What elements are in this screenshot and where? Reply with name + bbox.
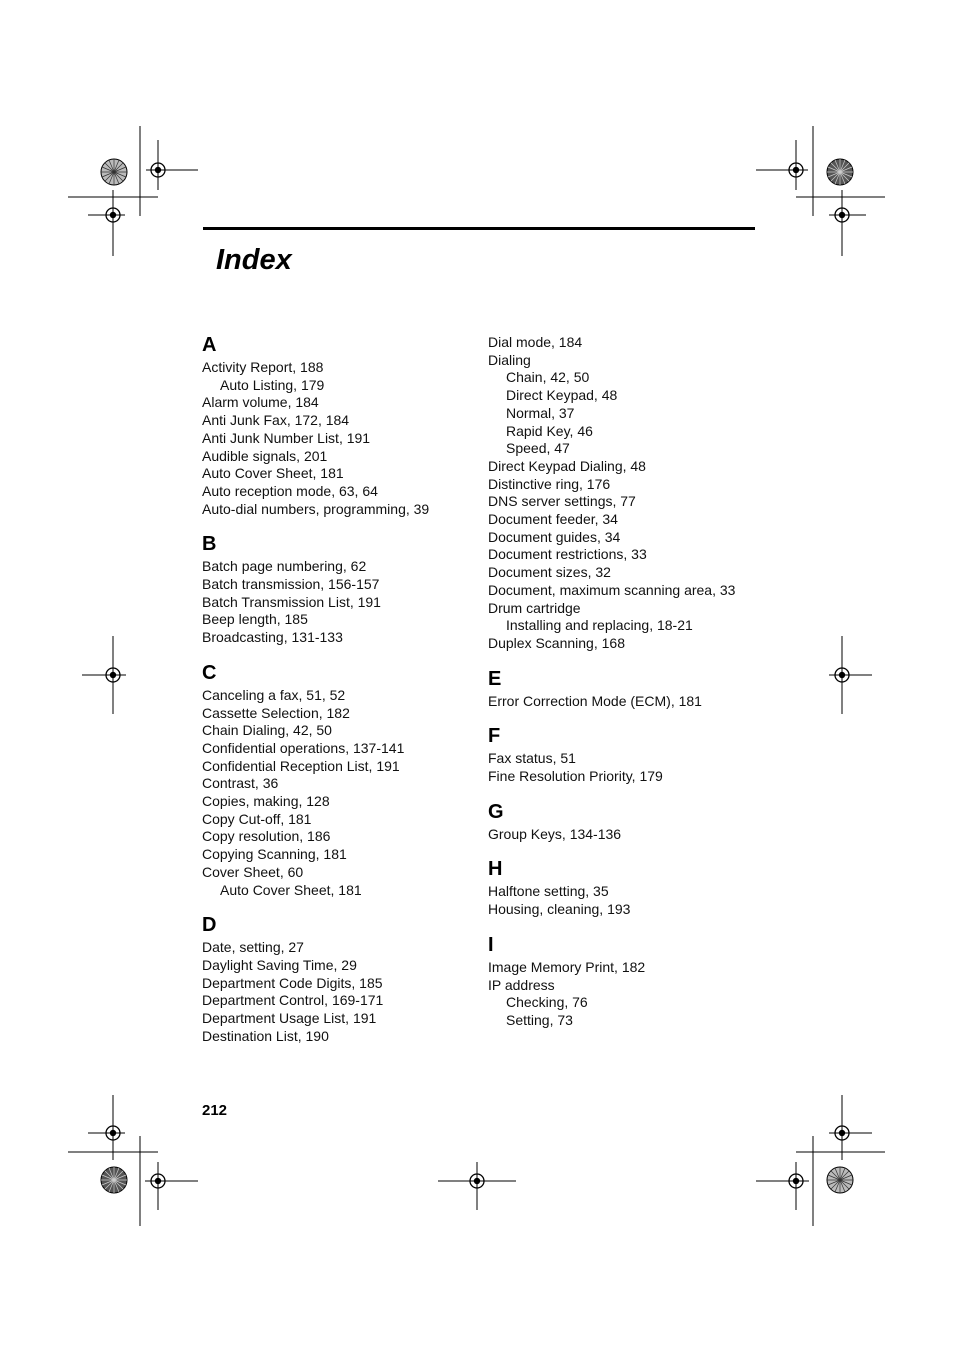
index-entry: Duplex Scanning, 168 [488, 634, 625, 651]
section-letter: D [202, 914, 217, 937]
section-letter: I [488, 933, 494, 956]
index-entry: Drum cartridge [488, 599, 581, 616]
index-entry: Batch transmission, 156-157 [202, 576, 380, 593]
index-subentry: Checking, 76 [506, 994, 588, 1011]
index-subentry: Auto Listing, 179 [220, 376, 325, 393]
index-entry: Fine Resolution Priority, 179 [488, 768, 663, 785]
index-subentry: Normal, 37 [506, 404, 575, 421]
index-section [488, 334, 768, 653]
section-letter: A [202, 334, 217, 356]
index-entry: Auto reception mode, 63, 64 [202, 482, 378, 499]
section-letter: C [202, 661, 217, 684]
index-entry: Copying Scanning, 181 [202, 846, 347, 863]
index-entry: Direct Keypad Dialing, 48 [488, 457, 646, 474]
index-entry: Halftone setting, 35 [488, 883, 609, 900]
index-entry: Copy resolution, 186 [202, 828, 331, 845]
index-entry: Auto Cover Sheet, 181 [202, 465, 344, 482]
index-entry: Chain Dialing, 42, 50 [202, 722, 332, 739]
index-entry: Department Code Digits, 185 [202, 974, 383, 991]
page-number: 212 [202, 1102, 228, 1119]
index-subentry: Auto Cover Sheet, 181 [220, 881, 362, 898]
index-section [202, 530, 472, 647]
index-entry: Copies, making, 128 [202, 793, 330, 810]
index-subentry: Chain, 42, 50 [506, 369, 590, 386]
index-entry: Department Usage List, 191 [202, 1010, 377, 1027]
section-letter: G [488, 800, 504, 823]
index-entry: Dialing [488, 351, 531, 368]
index-entry: Document sizes, 32 [488, 564, 611, 581]
index-entry: Dial mode, 184 [488, 334, 583, 350]
index-subentry: Installing and replacing, 18-21 [506, 617, 693, 634]
title-rule [203, 227, 755, 230]
index-entry: Anti Junk Number List, 191 [202, 429, 371, 446]
index-subentry: Direct Keypad, 48 [506, 387, 618, 404]
index-entry: Auto-dial numbers, programming, 39 [202, 500, 430, 517]
index-section [488, 722, 768, 785]
section-letter: E [488, 667, 502, 690]
index-section [488, 855, 768, 918]
index-entry: Batch page numbering, 62 [202, 558, 367, 575]
index-entry: Anti Junk Fax, 172, 184 [202, 412, 350, 429]
index-section [202, 331, 472, 518]
index-entry: Document guides, 34 [488, 528, 621, 545]
index-entry: Contrast, 36 [202, 775, 279, 792]
index-subentry: Setting, 73 [506, 1011, 573, 1028]
index-entry: Canceling a fax, 51, 52 [202, 686, 346, 703]
index-entry: Distinctive ring, 176 [488, 475, 611, 492]
index-entry: Batch Transmission List, 191 [202, 593, 381, 610]
index-entry: Fax status, 51 [488, 750, 576, 767]
index-entry: Audible signals, 201 [202, 447, 328, 464]
index-entry: Alarm volume, 184 [202, 394, 319, 411]
index-section [488, 798, 768, 844]
index-section [202, 659, 472, 899]
index-subentry: Speed, 47 [506, 440, 570, 457]
index-entry: Daylight Saving Time, 29 [202, 956, 357, 973]
index-entry: Cassette Selection, 182 [202, 704, 350, 721]
index-entry: Document, maximum scanning area, 33 [488, 581, 736, 598]
index-section [202, 911, 472, 1045]
index-subentry: Rapid Key, 46 [506, 422, 593, 439]
index-entry: Broadcasting, 131-133 [202, 629, 343, 646]
index-column-right [488, 334, 768, 1030]
index-entry: Confidential Reception List, 191 [202, 757, 400, 774]
index-entry: Housing, cleaning, 193 [488, 901, 631, 918]
index-entry: Date, setting, 27 [202, 939, 304, 956]
index-entry: IP address [488, 976, 555, 993]
index-entry: DNS server settings, 77 [488, 493, 636, 510]
index-entry: Error Correction Mode (ECM), 181 [488, 692, 702, 709]
index-entry: Cover Sheet, 60 [202, 863, 304, 880]
index-entry: Document feeder, 34 [488, 511, 618, 528]
index-entry: Destination List, 190 [202, 1027, 329, 1044]
section-letter: H [488, 858, 503, 881]
index-entry: Image Memory Print, 182 [488, 958, 646, 975]
index-section [488, 665, 768, 711]
index-column-left [202, 331, 472, 1046]
index-entry: Beep length, 185 [202, 611, 308, 628]
section-letter: B [202, 533, 217, 556]
index-entry: Document restrictions, 33 [488, 546, 647, 563]
index-entry: Confidential operations, 137-141 [202, 739, 405, 756]
index-entry: Activity Report, 188 [202, 359, 324, 375]
section-letter: F [488, 725, 501, 748]
index-entry: Copy Cut-off, 181 [202, 810, 312, 827]
index-entry: Department Control, 169-171 [202, 992, 384, 1009]
page-title: Index [216, 244, 292, 276]
index-section [488, 931, 768, 1030]
index-entry: Group Keys, 134-136 [488, 825, 622, 842]
